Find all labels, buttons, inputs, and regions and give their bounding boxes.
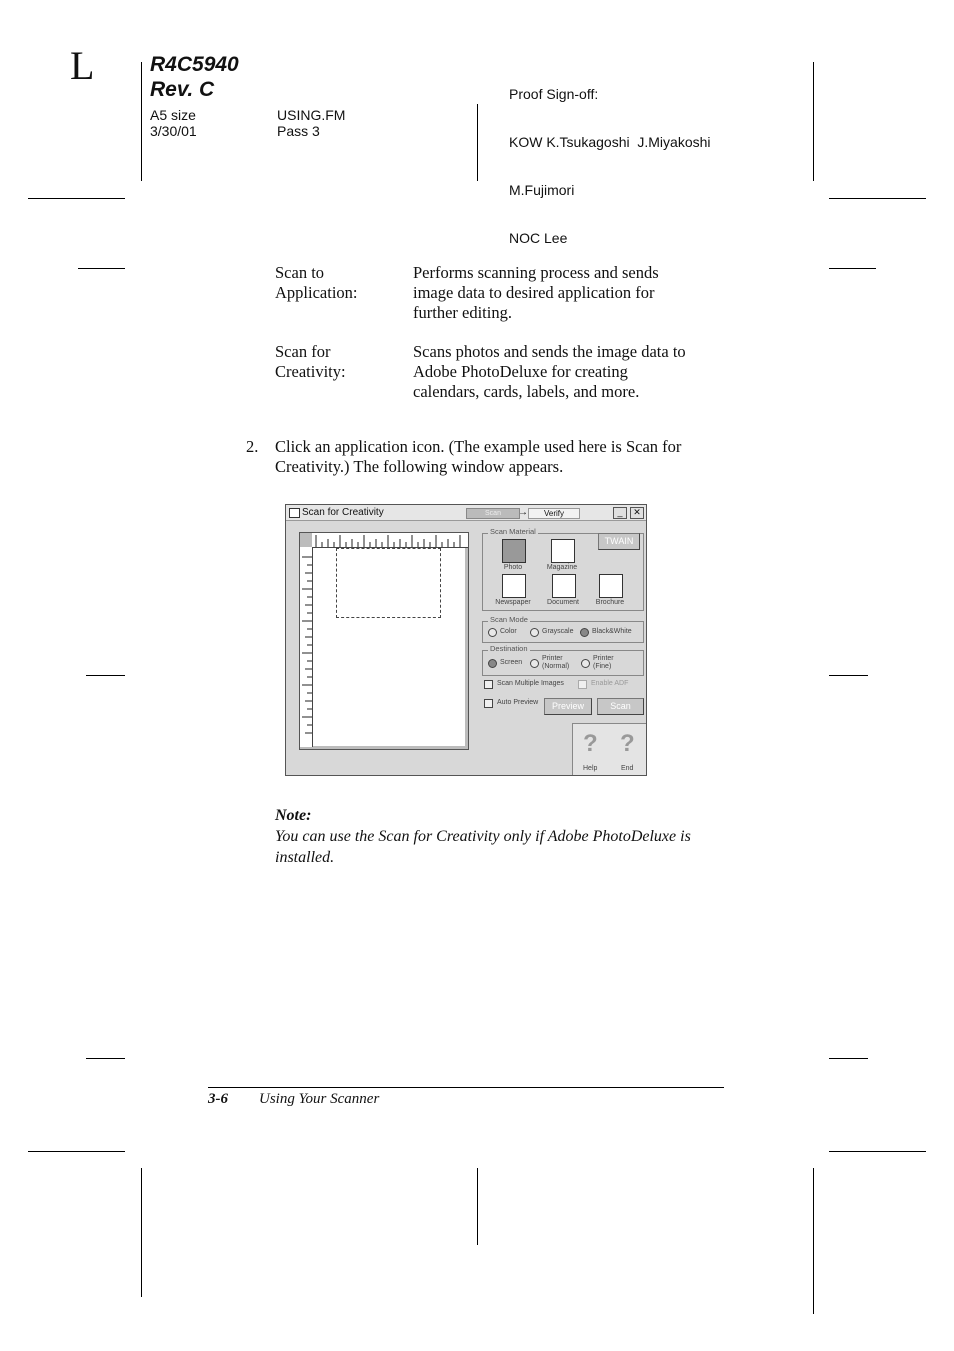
- black-white-label: Black&White: [592, 628, 632, 635]
- newspaper-label: Newspaper: [495, 599, 531, 606]
- scan-material-label: Scan Material: [490, 527, 536, 536]
- definition-term: Scan for Creativity:: [275, 342, 346, 381]
- scan-button[interactable]: Scan: [597, 698, 644, 715]
- printer-normal-radio[interactable]: [530, 659, 539, 668]
- chapter-title: Using Your Scanner: [259, 1091, 380, 1107]
- printer-fine-label: Printer (Fine): [593, 655, 614, 670]
- scan-multiple-checkbox[interactable]: [484, 680, 493, 689]
- file-pass: USING.FM Pass 3: [277, 107, 346, 139]
- page-number: 3-6: [208, 1091, 228, 1107]
- close-button[interactable]: ✕: [630, 507, 644, 519]
- black-white-radio[interactable]: [580, 628, 589, 637]
- twain-button[interactable]: TWAIN: [598, 533, 640, 550]
- arrow-right-icon: →: [518, 507, 528, 518]
- size-date: A5 size 3/30/01: [150, 107, 197, 139]
- crop-mark: [829, 268, 876, 269]
- side-letter: L: [70, 43, 95, 88]
- crop-mark: [813, 1168, 814, 1314]
- crop-mark: [829, 1058, 868, 1059]
- document-label: Document: [547, 599, 579, 606]
- note-text: You can use the Scan for Creativity only if Adobe PhotoDeluxe is installed.: [275, 828, 691, 866]
- enable-adf-label: Enable ADF: [591, 680, 629, 687]
- color-radio[interactable]: [488, 628, 497, 637]
- scan-mode-label: Scan Mode: [490, 615, 528, 624]
- ruler-horizontal: [312, 533, 468, 548]
- scan-multiple-label: Scan Multiple Images: [497, 680, 564, 687]
- crop-mark: [829, 198, 926, 199]
- color-label: Color: [500, 628, 517, 635]
- preview-button[interactable]: Preview: [544, 698, 592, 715]
- help-label: Help: [583, 765, 598, 772]
- photo-icon[interactable]: [502, 539, 526, 563]
- ruler-ticks: [300, 547, 312, 747]
- selection-marquee[interactable]: [336, 548, 441, 618]
- definition-description: Scans photos and sends the image data to Adobe PhotoDeluxe for creating calendars, cards, labels, and more.: [413, 342, 686, 401]
- crop-mark: [477, 104, 478, 181]
- crop-mark: [28, 1151, 125, 1152]
- document-icon[interactable]: [552, 574, 576, 598]
- grayscale-label: Grayscale: [542, 628, 574, 635]
- photo-label: Photo: [503, 564, 523, 571]
- enable-adf-checkbox[interactable]: [578, 680, 587, 689]
- crop-mark: [78, 268, 125, 269]
- brochure-icon[interactable]: [599, 574, 623, 598]
- destination-label: Destination: [490, 644, 528, 653]
- step-text: Click an application icon. (The example used here is Scan for Creativity.) The following window appears.: [275, 437, 682, 476]
- step-number: 2.: [246, 437, 259, 456]
- crop-mark: [141, 62, 142, 181]
- scan-progress-step: Scan: [466, 508, 520, 519]
- note-label: Note:: [275, 807, 312, 824]
- ruler-vertical: [300, 547, 313, 747]
- printer-normal-label: Printer (Normal): [542, 655, 570, 670]
- crop-mark: [477, 1168, 478, 1245]
- minimize-button[interactable]: _: [613, 507, 627, 519]
- ruler-ticks: [312, 533, 468, 547]
- definition-term: Scan to Application:: [275, 263, 358, 302]
- crop-mark: [28, 198, 125, 199]
- crop-mark: [829, 675, 868, 676]
- crop-mark: [86, 1058, 125, 1059]
- window-title: Scan for Creativity: [302, 507, 384, 518]
- brochure-label: Brochure: [595, 599, 625, 606]
- help-icon[interactable]: ?: [583, 730, 598, 757]
- crop-mark: [829, 1151, 926, 1152]
- grayscale-radio[interactable]: [530, 628, 539, 637]
- help-end-panel: [572, 723, 647, 776]
- auto-preview-checkbox[interactable]: [484, 699, 493, 708]
- auto-preview-label: Auto Preview: [497, 699, 539, 706]
- app-icon: [289, 508, 300, 518]
- screen-label: Screen: [500, 659, 523, 666]
- end-icon[interactable]: ?: [620, 730, 635, 757]
- crop-mark: [813, 62, 814, 181]
- doc-id: R4C5940 Rev. C: [150, 53, 239, 101]
- magazine-label: Magazine: [546, 564, 578, 571]
- window-titlebar: [286, 505, 646, 521]
- crop-mark: [141, 1168, 142, 1297]
- magazine-icon[interactable]: [551, 539, 575, 563]
- scan-for-creativity-window: [285, 504, 647, 776]
- definition-description: Performs scanning process and sends image data to desired application for further editing.: [413, 263, 659, 322]
- crop-mark: [86, 675, 125, 676]
- screen-radio[interactable]: [488, 659, 497, 668]
- verify-progress-step: Verify: [528, 508, 580, 519]
- end-label: End: [621, 765, 634, 772]
- proof-signoff: Proof Sign-off: KOW K.Tsukagoshi J.Miyakoshi M.Fujimori NOC Lee: [509, 86, 711, 246]
- preview-area[interactable]: [299, 532, 469, 750]
- newspaper-icon[interactable]: [502, 574, 526, 598]
- printer-fine-radio[interactable]: [581, 659, 590, 668]
- footer-rule: [208, 1087, 724, 1088]
